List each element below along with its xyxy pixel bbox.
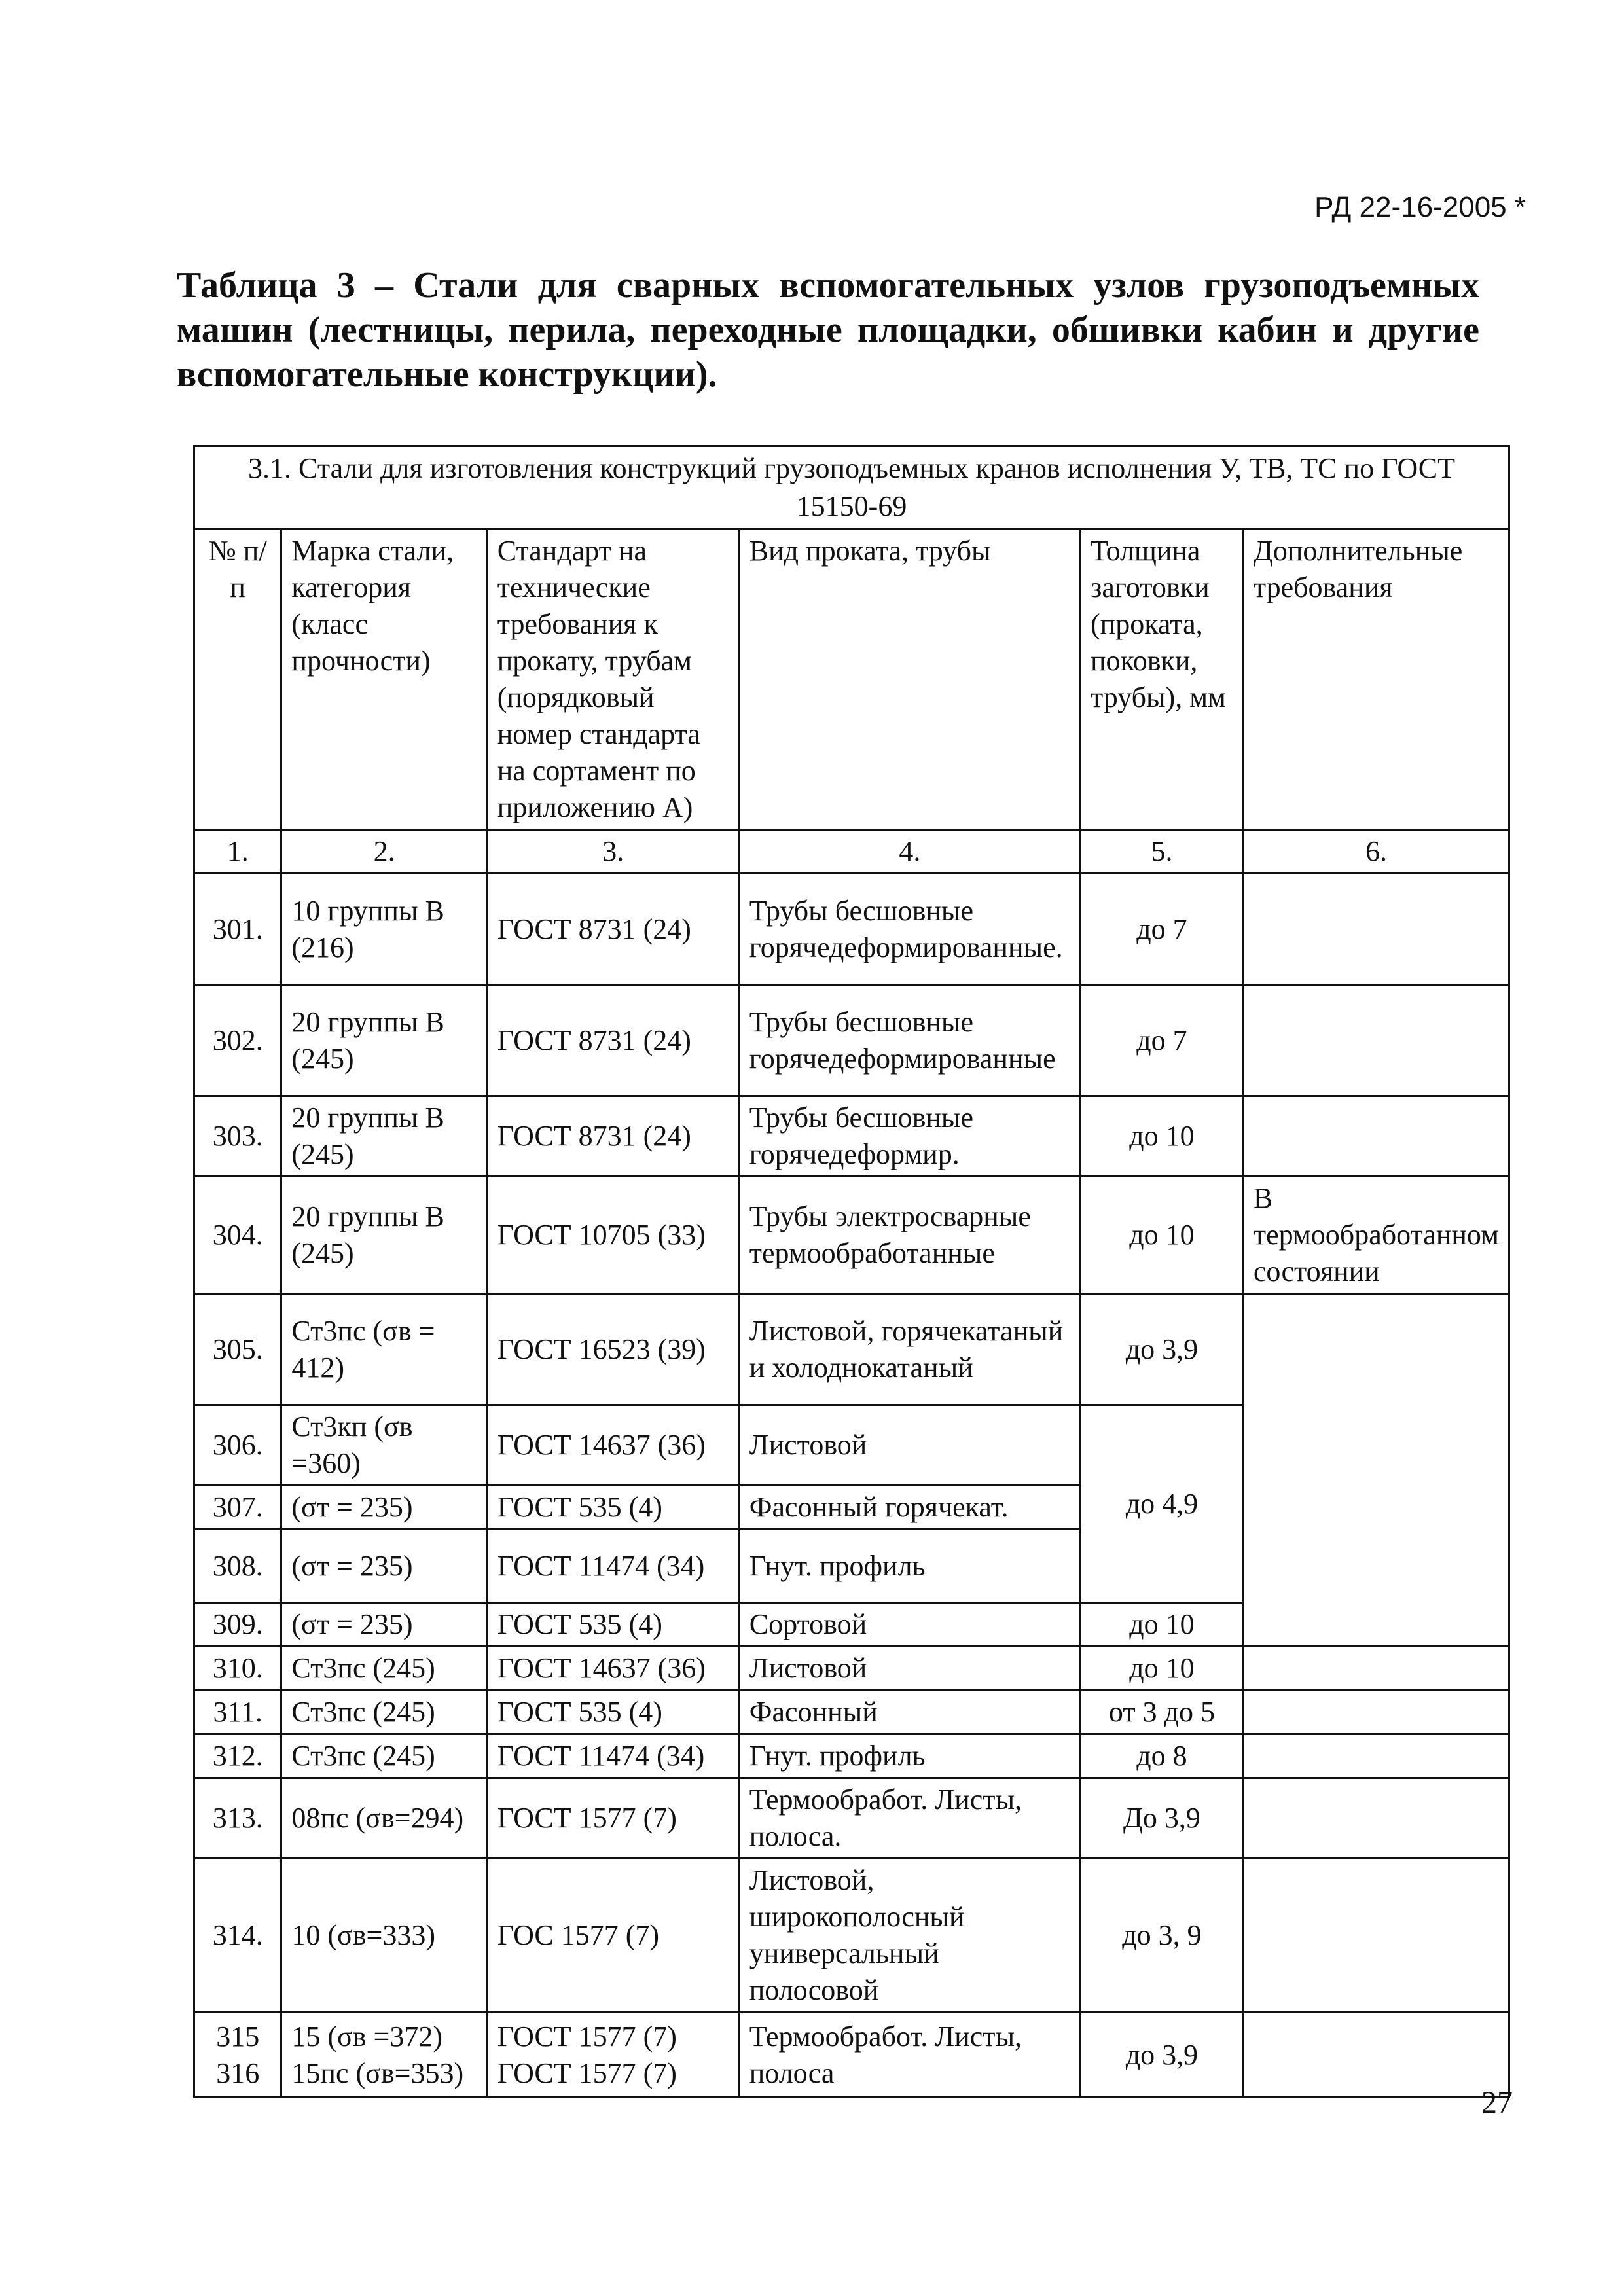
section-heading: 3.1. Стали для изготовления конструкций грузоподъемных кранов исполнения У, ТВ, ТС по ГОСТ 15150-69 bbox=[194, 446, 1509, 529]
table-row bbox=[194, 2013, 1509, 2098]
standard: ГОСТ 16523 (39) bbox=[487, 1294, 739, 1405]
table-row bbox=[194, 1294, 1509, 1405]
product-type: Трубы бесшовные горячедеформированные bbox=[739, 985, 1080, 1096]
row-number: 307. bbox=[194, 1486, 281, 1530]
extra-requirements bbox=[1243, 1859, 1509, 2013]
steel-table bbox=[193, 445, 1510, 2098]
thickness: до 3,9 bbox=[1081, 1294, 1244, 1405]
document-code: РД 22-16-2005 * bbox=[1314, 191, 1526, 223]
thickness: до 10 bbox=[1081, 1647, 1244, 1691]
row-number: 313. bbox=[194, 1778, 281, 1859]
extra-requirements bbox=[1243, 1096, 1509, 1177]
extra-requirements bbox=[1243, 1734, 1509, 1778]
page-number: 27 bbox=[1481, 2085, 1513, 2120]
column-number: 5. bbox=[1081, 830, 1244, 874]
column-number: 2. bbox=[281, 830, 487, 874]
extra-requirements bbox=[1243, 1778, 1509, 1859]
steel-grade: 20 группы В (245) bbox=[281, 985, 487, 1096]
column-number: 4. bbox=[739, 830, 1080, 874]
standard: ГОСТ 8731 (24) bbox=[487, 1096, 739, 1177]
row-number: 301. bbox=[194, 874, 281, 985]
table-title: Таблица 3 – Стали для сварных вспомогательных узлов грузоподъемных машин (лестницы, перила, переходные площадки, обшивки кабин и другие вспомогательные конструкции). bbox=[177, 265, 1479, 395]
steel-grade: Ст3кп (σв =360) bbox=[281, 1405, 487, 1486]
row-number: 311. bbox=[194, 1691, 281, 1734]
extra-requirements: В термообработанном состоянии bbox=[1243, 1177, 1509, 1294]
extra-requirements bbox=[1243, 2013, 1509, 2098]
thickness: до 10 bbox=[1081, 1096, 1244, 1177]
product-type: Трубы электросварные термообработанные bbox=[739, 1177, 1080, 1294]
standard: ГОСТ 14637 (36) bbox=[487, 1405, 739, 1486]
table-row bbox=[194, 985, 1509, 1096]
header-thickness: Толщина заготовки (проката, поковки, трубы), мм bbox=[1081, 529, 1244, 830]
steel-grade: 20 группы В (245) bbox=[281, 1096, 487, 1177]
extra-requirements bbox=[1243, 1647, 1509, 1691]
steel-grade: Ст3пс (245) bbox=[281, 1647, 487, 1691]
standard: ГОСТ 1577 (7) ГОСТ 1577 (7) bbox=[487, 2013, 739, 2098]
row-number: 310. bbox=[194, 1647, 281, 1691]
row-number: 305. bbox=[194, 1294, 281, 1405]
standard: ГОСТ 535 (4) bbox=[487, 1486, 739, 1530]
header-number: № п/п bbox=[194, 529, 281, 830]
table-row bbox=[194, 1647, 1509, 1691]
steel-grade: Ст3пс (245) bbox=[281, 1691, 487, 1734]
product-type: Сортовой bbox=[739, 1603, 1080, 1647]
product-type: Термообработ. Листы, полоса bbox=[739, 2013, 1080, 2098]
standard: ГОСТ 1577 (7) bbox=[487, 1778, 739, 1859]
thickness: до 8 bbox=[1081, 1734, 1244, 1778]
thickness: до 7 bbox=[1081, 985, 1244, 1096]
column-number: 3. bbox=[487, 830, 739, 874]
product-type: Гнут. профиль bbox=[739, 1530, 1080, 1603]
steel-grade: (σт = 235) bbox=[281, 1486, 487, 1530]
row-number: 315 316 bbox=[194, 2013, 281, 2098]
standard: ГОСТ 8731 (24) bbox=[487, 985, 739, 1096]
standard: ГОС 1577 (7) bbox=[487, 1859, 739, 2013]
product-type: Листовой bbox=[739, 1405, 1080, 1486]
product-type: Листовой bbox=[739, 1647, 1080, 1691]
steel-grade: (σт = 235) bbox=[281, 1530, 487, 1603]
row-number: 306. bbox=[194, 1405, 281, 1486]
extra-requirements bbox=[1243, 1294, 1509, 1647]
thickness: до 10 bbox=[1081, 1177, 1244, 1294]
product-type: Трубы бесшовные горячедеформир. bbox=[739, 1096, 1080, 1177]
row-number: 314. bbox=[194, 1859, 281, 2013]
steel-grade: Ст3пс (σв = 412) bbox=[281, 1294, 487, 1405]
standard: ГОСТ 14637 (36) bbox=[487, 1647, 739, 1691]
standard: ГОСТ 535 (4) bbox=[487, 1603, 739, 1647]
steel-grade: 10 (σв=333) bbox=[281, 1859, 487, 2013]
product-type: Листовой, широкополосный универсальный полосовой bbox=[739, 1859, 1080, 2013]
product-type: Фасонный bbox=[739, 1691, 1080, 1734]
product-type: Трубы бесшовные горячедеформированные. bbox=[739, 874, 1080, 985]
table-row bbox=[194, 1859, 1509, 2013]
header-standard: Стандарт на технические требования к прокату, трубам (порядковый номер стандарта на сортамент по приложению А) bbox=[487, 529, 739, 830]
standard: ГОСТ 11474 (34) bbox=[487, 1530, 739, 1603]
steel-grade: (σт = 235) bbox=[281, 1603, 487, 1647]
standard: ГОСТ 10705 (33) bbox=[487, 1177, 739, 1294]
product-type: Фасонный горячекат. bbox=[739, 1486, 1080, 1530]
standard: ГОСТ 535 (4) bbox=[487, 1691, 739, 1734]
steel-grade: 15 (σв =372) 15пс (σв=353) bbox=[281, 2013, 487, 2098]
steel-grade: 20 группы В (245) bbox=[281, 1177, 487, 1294]
thickness: До 3,9 bbox=[1081, 1778, 1244, 1859]
extra-requirements bbox=[1243, 985, 1509, 1096]
header-grade: Марка стали, категория (класс прочности) bbox=[281, 529, 487, 830]
row-number: 309. bbox=[194, 1603, 281, 1647]
steel-grade: 08пс (σв=294) bbox=[281, 1778, 487, 1859]
thickness: до 10 bbox=[1081, 1603, 1244, 1647]
thickness: от 3 до 5 bbox=[1081, 1691, 1244, 1734]
table-row bbox=[194, 1096, 1509, 1177]
table-row bbox=[194, 1691, 1509, 1734]
header-type: Вид проката, трубы bbox=[739, 529, 1080, 830]
standard: ГОСТ 8731 (24) bbox=[487, 874, 739, 985]
row-number: 302. bbox=[194, 985, 281, 1096]
thickness: до 4,9 bbox=[1081, 1405, 1244, 1603]
row-number: 303. bbox=[194, 1096, 281, 1177]
header-extra: Дополнительные требования bbox=[1243, 529, 1509, 830]
steel-grade: Ст3пс (245) bbox=[281, 1734, 487, 1778]
table-row bbox=[194, 1734, 1509, 1778]
row-number: 312. bbox=[194, 1734, 281, 1778]
column-number: 1. bbox=[194, 830, 281, 874]
table-row bbox=[194, 874, 1509, 985]
thickness: до 3,9 bbox=[1081, 2013, 1244, 2098]
table-row bbox=[194, 1177, 1509, 1294]
extra-requirements bbox=[1243, 1691, 1509, 1734]
row-number: 308. bbox=[194, 1530, 281, 1603]
product-type: Термообработ. Листы, полоса. bbox=[739, 1778, 1080, 1859]
table-row bbox=[194, 1778, 1509, 1859]
row-number: 304. bbox=[194, 1177, 281, 1294]
product-type: Гнут. профиль bbox=[739, 1734, 1080, 1778]
product-type: Листовой, горячекатаный и холоднокатаный bbox=[739, 1294, 1080, 1405]
standard: ГОСТ 11474 (34) bbox=[487, 1734, 739, 1778]
thickness: до 7 bbox=[1081, 874, 1244, 985]
extra-requirements bbox=[1243, 874, 1509, 985]
steel-grade: 10 группы В (216) bbox=[281, 874, 487, 985]
column-number: 6. bbox=[1243, 830, 1509, 874]
thickness: до 3, 9 bbox=[1081, 1859, 1244, 2013]
